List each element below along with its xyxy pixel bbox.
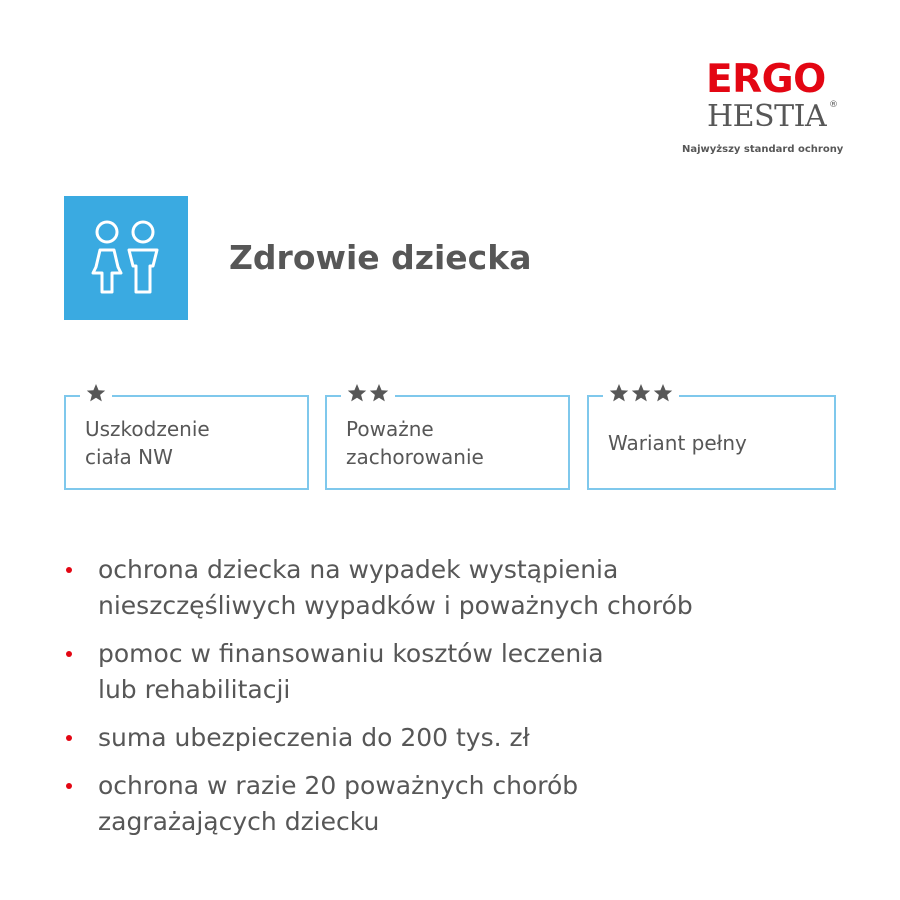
list-item [64, 636, 864, 708]
option-label [608, 397, 823, 488]
list-item-line1: ochrona dziecka na wypadek wystąpienia [98, 555, 619, 584]
logo-tagline: Najwyższy standard ochrony [682, 144, 844, 155]
list-item-line1: ochrona w razie 20 poważnych chorób [98, 771, 579, 800]
option-label-line1: Uszkodzenie [85, 416, 210, 441]
bullet-dot-icon [66, 735, 72, 741]
logo-ergo-text: ERGO [706, 57, 826, 102]
option-label [85, 397, 300, 488]
page-title: Zdrowie dziecka [229, 238, 532, 277]
ergo-hestia-logo [674, 57, 844, 160]
option-label-line1: Poważne [346, 416, 434, 441]
list-item-line2: zagrażających dziecku [98, 807, 380, 836]
list-item-line1: pomoc w finansowaniu kosztów leczenia [98, 639, 604, 668]
option-card-full-variant [587, 395, 836, 490]
option-label-line2: ciała NW [85, 444, 173, 469]
logo-hestia-text: HESTIA [707, 99, 827, 134]
option-label [346, 397, 561, 488]
list-item [64, 768, 864, 840]
bullet-dot-icon [66, 567, 72, 573]
bullet-dot-icon [66, 783, 72, 789]
option-card-injury [64, 395, 309, 490]
list-item-line2: nieszczęśliwych wypadków i poważnych chorób [98, 591, 693, 620]
logo-registered-mark: ® [829, 100, 838, 110]
option-label-line2: zachorowanie [346, 444, 484, 469]
benefits-list [64, 552, 864, 852]
list-item-line2: lub rehabilitacji [98, 675, 291, 704]
option-card-serious-illness [325, 395, 570, 490]
list-item [64, 552, 864, 624]
children-icon [64, 196, 188, 320]
list-item [64, 720, 864, 756]
list-item-line1: suma ubezpieczenia do 200 tys. zł [98, 723, 530, 752]
bullet-dot-icon [66, 651, 72, 657]
option-label-line1: Wariant pełny [608, 430, 747, 455]
